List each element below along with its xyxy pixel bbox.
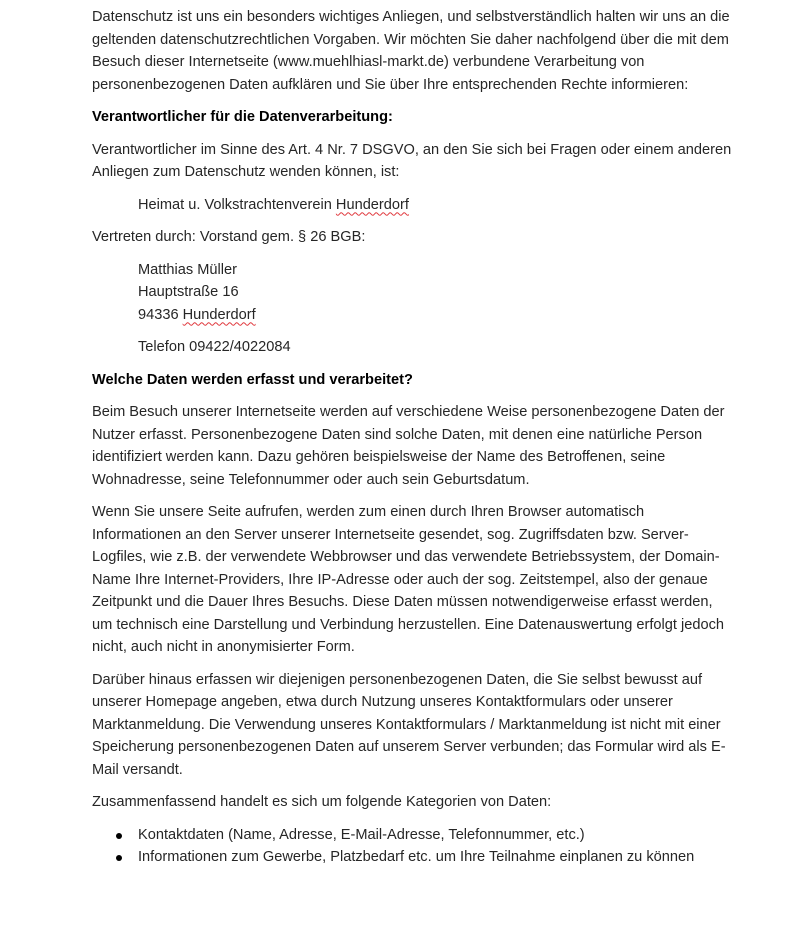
controller-paragraph: Verantwortlicher im Sinne des Art. 4 Nr. 7 DSGVO, an den Sie sich bei Fragen oder einem anderen Anliegen zum Datenschutz wenden können, ist: <box>92 141 732 180</box>
organization-name <box>138 194 732 217</box>
list-item-text: Informationen zum Gewerbe, Platzbedarf etc. um Ihre Teilnahme einplanen zu können <box>138 849 695 865</box>
organization-prefix: Heimat u. Volkstrachtenverein <box>138 196 336 213</box>
address-phone: Telefon 09422/4022084 <box>138 339 291 355</box>
address-city: Hunderdorf <box>182 306 256 323</box>
data-category-list <box>92 824 732 869</box>
list-item <box>92 846 732 869</box>
intro-paragraph: Datenschutz ist uns ein besonders wichtiges Anliegen, und selbstverständlich halten wir uns an die geltenden datenschutzrechtlichen Vorgaben. Wir möchten Sie daher nachfolgend über die mit dem Besuch dieser Internetseite (www.muehlhiasl-markt.de) verbundene Verarbeitung von personenbezogenen Daten aufklären und Sie über Ihre entsprechenden Rechte informieren: <box>92 9 730 93</box>
list-item-text: Kontaktdaten (Name, Adresse, E-Mail-Adresse, Telefonnummer, etc.) <box>138 826 585 843</box>
address-zip: 94336 <box>138 306 183 323</box>
data-paragraph-1: Beim Besuch unserer Internetseite werden auf verschiedene Weise personenbezogene Daten der Nutzer erfasst. Personenbezogene Daten sind solche Daten, mit denen eine natürliche Person identifiziert werden kann. Dazu gehören beispielsweise der Name des Betroffenen, seine Wohnadresse, seine Telefonnummer oder auch sein Geburtsdatum. <box>92 404 725 488</box>
address-city-line <box>138 304 732 327</box>
controller-heading: Verantwortlicher für die Datenverarbeitung: <box>92 109 393 125</box>
bullet-icon <box>116 855 122 861</box>
address-street: Hauptstraße 16 <box>138 284 239 300</box>
document-page <box>92 6 732 869</box>
organization-place: Hunderdorf <box>335 196 409 213</box>
data-paragraph-2: Wenn Sie unsere Seite aufrufen, werden zum einen durch Ihren Browser automatisch Informationen an den Server unserer Internetseite gesendet, sog. Zugriffsdaten bzw. Server-Logfiles, wie z.B. der verwendete Webbrowser und das verwendete Betriebssystem, der Domain-Name Ihre Internet-Providers, Ihre IP-Adresse oder auch der sog. Zeitstempel, also der genaue Zeitpunkt und die Dauer Ihres Besuchs. Diese Daten müssen notwendigerweise erfasst werden, um technisch eine Darstellung und Verbindung herzustellen. Eine Datenauswertung erfolgt jedoch nicht, auch nicht in anonymisierter Form. <box>92 504 724 655</box>
data-paragraph-4: Zusammenfassend handelt es sich um folgende Kategorien von Daten: <box>92 794 552 810</box>
list-item <box>92 824 732 847</box>
bullet-icon <box>116 833 122 839</box>
represented-by-line: Vertreten durch: Vorstand gem. § 26 BGB: <box>92 229 366 245</box>
data-paragraph-3: Darüber hinaus erfassen wir diejenigen personenbezogenen Daten, die Sie selbst bewusst auf unserer Homepage angeben, etwa durch Nutzung unseres Kontaktformulars oder unserer Marktanmeldung. Die Verwendung unseres Kontaktformulars / Marktanmeldung ist nicht mit einer Speicherung personenbezogenen Daten auf unserem Server verbunden; das Formular wird als E-Mail versandt. <box>92 671 726 778</box>
address-name: Matthias Müller <box>138 261 237 278</box>
address-block <box>138 259 732 327</box>
data-heading: Welche Daten werden erfasst und verarbeitet? <box>92 371 413 388</box>
